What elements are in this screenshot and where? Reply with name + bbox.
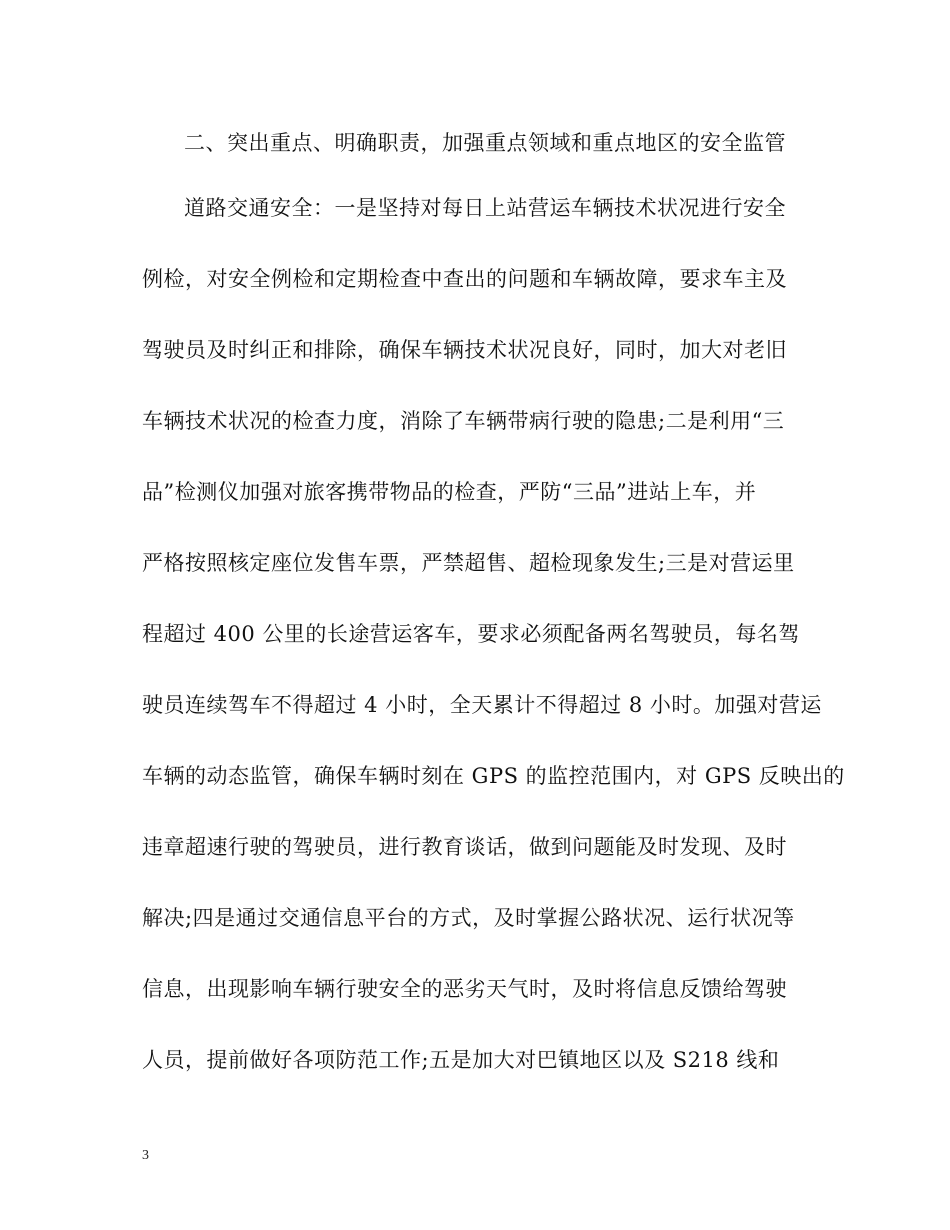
paragraph-line: 解决;四是通过交通信息平台的方式，及时掌握公路状况、运行状况等 bbox=[142, 906, 795, 930]
paragraph-line: 车辆的动态监管，确保车辆时刻在 GPS 的监控范围内，对 GPS 反映出的 bbox=[142, 764, 845, 788]
paragraph-line: 驾驶员及时纠正和排除，确保车辆技术状况良好，同时，加大对老旧 bbox=[142, 338, 787, 362]
paragraph-line: 人员，提前做好各项防范工作;五是加大对巴镇地区以及 S218 线和 bbox=[142, 1048, 780, 1072]
page-number: 3 bbox=[142, 1148, 149, 1163]
paragraph-line: 信息，出现影响车辆行驶安全的恶劣天气时，及时将信息反馈给驾驶 bbox=[142, 977, 787, 1001]
paragraph-line: 车辆技术状况的检查力度，消除了车辆带病行驶的隐患;二是利用“三 bbox=[142, 409, 785, 433]
paragraph-line: 违章超速行驶的驾驶员，进行教育谈话，做到问题能及时发现、及时 bbox=[142, 835, 787, 859]
section-heading: 二、突出重点、明确职责，加强重点领域和重点地区的安全监管 bbox=[184, 131, 786, 155]
paragraph-line: 严格按照核定座位发售车票，严禁超售、超检现象发生;三是对营运里 bbox=[142, 551, 795, 575]
paragraph-line: 道路交通安全：一是坚持对每日上站营运车辆技术状况进行安全 bbox=[184, 196, 786, 220]
paragraph-line: 品”检测仪加强对旅客携带物品的检查，严防“三品”进站上车，并 bbox=[142, 480, 757, 504]
paragraph-line: 驶员连续驾车不得超过 4 小时，全天累计不得超过 8 小时。加强对营运 bbox=[142, 693, 822, 717]
paragraph-line: 程超过 400 公里的长途营运客车，要求必须配备两名驾驶员，每名驾 bbox=[142, 622, 800, 646]
paragraph-line: 例检，对安全例检和定期检查中查出的问题和车辆故障，要求车主及 bbox=[142, 267, 787, 291]
